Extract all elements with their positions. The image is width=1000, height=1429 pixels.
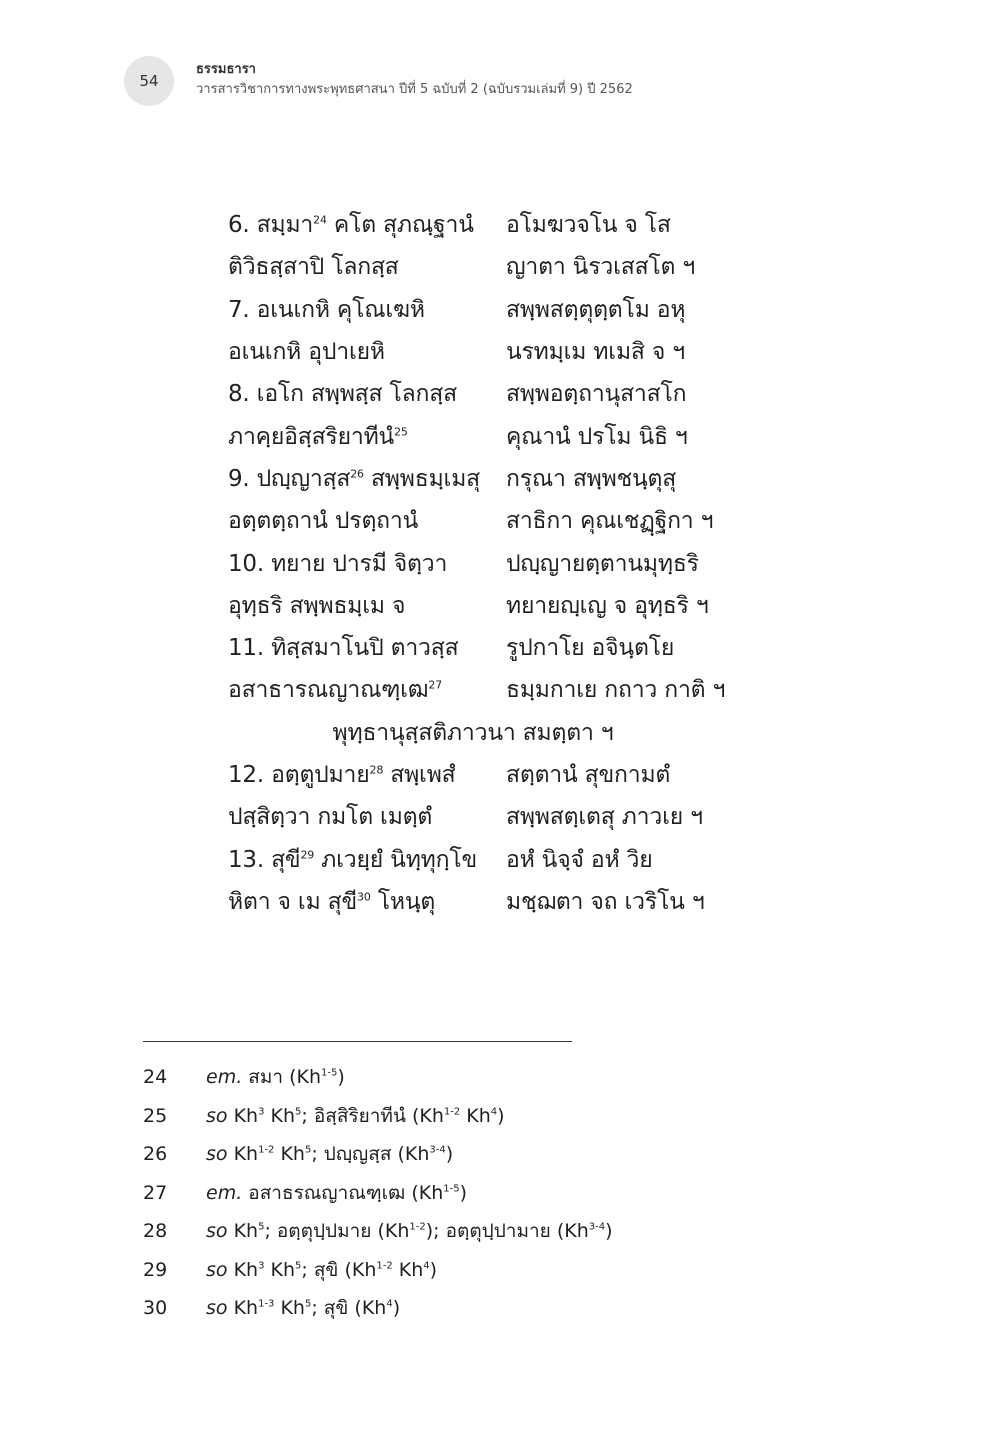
footnote-sup: 4 xyxy=(490,1106,498,1118)
footnote-part: ; ปญฺญสฺส (Kh xyxy=(311,1143,430,1166)
footnote xyxy=(143,1058,843,1097)
verse-right: อโมฆวจโน จ โส xyxy=(506,212,671,239)
footnote-lead: so xyxy=(206,1297,228,1320)
footnote-part: Kh xyxy=(227,1297,259,1320)
footnote-part: ) xyxy=(392,1297,401,1320)
footnote-sup: 5 xyxy=(304,1144,312,1156)
verse-left xyxy=(228,757,506,793)
verse-line xyxy=(228,585,788,627)
footnote-text xyxy=(206,1062,345,1092)
footnote-part: สมา (Kh xyxy=(242,1066,322,1089)
verse-left xyxy=(228,842,506,878)
verse-line xyxy=(228,246,788,288)
verse-left-text: 10. ทยาย ปารมี จิตฺวา xyxy=(228,550,448,577)
verse-left xyxy=(228,249,506,285)
verse-left-text: 8. เอโก สพฺพสฺส โลกสฺส xyxy=(228,381,457,408)
footnote-text xyxy=(206,1139,453,1169)
verse-left xyxy=(228,419,506,455)
verse-left-tail: สพฺเพสํ xyxy=(383,762,456,788)
verse-left-text: 9. ปญฺญาสฺส xyxy=(228,465,351,492)
footnote-sup: 3 xyxy=(258,1260,265,1272)
verse-left-text: อสาธารณญาณฑฺเฒ xyxy=(228,677,429,704)
footnote-sup: 5 xyxy=(295,1260,302,1272)
footnote-lead: so xyxy=(206,1143,228,1166)
verse-right: อหํ นิจฺจํ อหํ วิย xyxy=(506,846,653,873)
footnote-lead: so xyxy=(206,1258,228,1281)
verse-left-text: ภาคฺยอิสฺสริยาทีนํ xyxy=(228,423,395,450)
verse-left-text: 6. สมฺมา xyxy=(228,212,314,239)
verse-line xyxy=(228,542,788,584)
footnote xyxy=(143,1174,843,1213)
footnote-number: 24 xyxy=(143,1066,168,1089)
verse-left-text: 7. อเนเกหิ คุโณเฆหิ xyxy=(228,296,425,323)
journal-title: ธรรมธารา xyxy=(196,62,256,77)
footnote-ref: 27 xyxy=(428,678,443,692)
page-number-badge xyxy=(124,56,174,106)
verse-left xyxy=(228,292,506,328)
verse-right: กรุณา สพฺพชนฺตุสุ xyxy=(506,465,677,492)
footnote-part: Kh xyxy=(274,1143,305,1166)
footnote-sup: 1-2 xyxy=(409,1221,426,1233)
footnote-ref: 26 xyxy=(350,467,364,481)
footnote-sup: 3 xyxy=(258,1106,265,1118)
verse-line xyxy=(228,754,788,796)
verse-right: นรทมฺเม ทเมสิ จ ฯ xyxy=(506,339,685,366)
verse-left xyxy=(228,503,506,539)
verse-line xyxy=(228,204,788,246)
footnote xyxy=(143,1097,843,1136)
verse-line xyxy=(228,838,788,880)
footnote-sup: 5 xyxy=(295,1106,302,1118)
footnote-part: Kh xyxy=(227,1220,259,1243)
verse-left-text: อตฺตตฺถานํ ปรตฺถานํ xyxy=(228,508,419,535)
footnote-part: Kh xyxy=(227,1258,259,1281)
footnote-number: 28 xyxy=(143,1220,168,1243)
verse-left xyxy=(228,588,506,624)
verse-left-text: อุทฺธริ สพฺพธมฺเม จ xyxy=(228,592,406,619)
verse-line xyxy=(228,796,788,838)
footnote-part: ) xyxy=(445,1143,454,1166)
footnote-part: ; อตฺตุปฺปมาย (Kh xyxy=(264,1220,410,1243)
verse-right: ธมฺมกาเย กถาว กาติ ฯ xyxy=(506,677,726,704)
verse-line xyxy=(228,458,788,500)
footnote-sup: 3-4 xyxy=(429,1144,446,1156)
footnote-text xyxy=(206,1293,400,1323)
footnote-number: 27 xyxy=(143,1181,168,1204)
footnote-part: Kh xyxy=(274,1297,305,1320)
verse-left-text: 12. อตฺตูปมาย xyxy=(228,762,370,788)
footnote-lead: em. xyxy=(206,1181,243,1204)
footnote-ref: 28 xyxy=(369,763,384,777)
footnote-divider xyxy=(143,1041,572,1042)
footnote-sup: 1-2 xyxy=(443,1106,461,1118)
footnote-text xyxy=(206,1255,437,1285)
verse-left xyxy=(228,207,506,243)
footnote-lead: em. xyxy=(206,1066,243,1089)
verse-line xyxy=(228,289,788,331)
verse-left xyxy=(228,884,506,920)
footnote-part: Kh xyxy=(460,1104,491,1127)
verse-line xyxy=(228,881,788,923)
footnote-ref: 25 xyxy=(394,424,408,438)
footnote-part: ) xyxy=(605,1220,613,1243)
footnote-list xyxy=(143,1058,843,1328)
verse-right: สตฺตานํ สุขกามตํ xyxy=(506,762,671,788)
footnote-part: ); อตฺตุปฺปามาย (Kh xyxy=(425,1220,589,1243)
footnote xyxy=(143,1135,843,1174)
footnote-sup: 1-5 xyxy=(321,1067,338,1079)
footnote-number: 30 xyxy=(143,1297,168,1320)
verse-left xyxy=(228,799,506,835)
verse-left xyxy=(228,376,506,412)
footnote-sup: 1-2 xyxy=(258,1144,275,1156)
journal-subtitle: วารสารวิชาการทางพระพุทธศาสนา ปีที่ 5 ฉบับที่ 2 (ฉบับรวมเล่มที่ 9) ปี 2562 xyxy=(196,82,633,97)
verse-left-text: ติวิธสฺสาปิ โลกสฺส xyxy=(228,254,399,281)
verse-block xyxy=(228,204,788,923)
verse-left-text: 13. สุขี xyxy=(228,846,301,873)
footnote-part: อสาธรณญาณฑฺเฒ (Kh xyxy=(242,1181,444,1204)
footnote-part: ) xyxy=(497,1104,505,1127)
verse-left-text: หิตา จ เม สุขี xyxy=(228,888,358,915)
verse-right: ปญฺญายตฺตานมุทฺธริ xyxy=(506,550,699,577)
footnote xyxy=(143,1251,843,1290)
verse-right: รูปกาโย อจินฺตโย xyxy=(506,635,675,662)
footnote-ref: 24 xyxy=(313,213,327,227)
verse-left-tail: คโต สุภณฺฐานํ xyxy=(326,212,474,239)
footnote-sup: 1-3 xyxy=(258,1298,275,1310)
verse-left xyxy=(228,672,506,708)
footnote-sup: 5 xyxy=(258,1221,265,1233)
verse-left-text: อเนเกหิ อุปาเยหิ xyxy=(228,339,385,366)
footnote-lead: so xyxy=(206,1104,228,1127)
footnote-sup: 1-2 xyxy=(376,1260,393,1272)
footnote-lead: so xyxy=(206,1220,228,1243)
verse-left xyxy=(228,630,506,666)
footnote-sup: 5 xyxy=(304,1298,312,1310)
verse-left xyxy=(228,461,506,497)
footnote-part: ; สุขิ (Kh xyxy=(311,1297,387,1320)
footnote-part: ) xyxy=(337,1066,345,1089)
footnote-part: Kh xyxy=(264,1258,295,1281)
footnote-part: ; สุขิ (Kh xyxy=(301,1258,377,1281)
footnote-text xyxy=(206,1101,505,1131)
footnote-sup: 3-4 xyxy=(588,1221,606,1233)
footnote-sup: 4 xyxy=(423,1260,430,1272)
footnote-part: Kh xyxy=(264,1104,295,1127)
footnote-part: ) xyxy=(459,1181,468,1204)
verse-left-text: 11. ทิสฺสมาโนปิ ตาวสฺส xyxy=(228,635,459,662)
verse-line xyxy=(228,331,788,373)
verse-left-tail: ภเวยฺยํ นิทฺทุกฺโข xyxy=(314,846,478,873)
footnote-ref: 30 xyxy=(357,890,371,904)
footnote xyxy=(143,1212,843,1251)
verse-left xyxy=(228,334,506,370)
footnote-sup: 1-5 xyxy=(443,1183,460,1195)
verse-right: สพฺพสตฺตุตฺตโม อหุ xyxy=(506,296,686,323)
footnote-number: 26 xyxy=(143,1143,168,1166)
page-number: 54 xyxy=(139,72,159,90)
verse-right: สาธิกา คุณเชฏฺฐิกา ฯ xyxy=(506,508,714,535)
verse-line xyxy=(228,669,788,711)
verse-heading: พุทฺธานุสฺสติภาวนา สมตฺตา ฯ xyxy=(332,719,614,746)
footnote-number: 25 xyxy=(143,1104,168,1127)
footnote-part: Kh xyxy=(392,1258,424,1281)
footnote-part: ; อิสฺสิริยาทีนํ (Kh xyxy=(301,1104,444,1127)
verse-left-tail: สพฺพธมฺเมสุ xyxy=(363,465,480,492)
verse-right: ญาตา นิรวเสสโต ฯ xyxy=(506,254,696,281)
verse-line xyxy=(228,415,788,457)
verse-right: สพฺพอตฺถานุสาสโก xyxy=(506,381,687,408)
footnote-text xyxy=(206,1216,613,1246)
footnote-part: Kh xyxy=(227,1104,259,1127)
verse-line xyxy=(228,627,788,669)
verse-line xyxy=(228,373,788,415)
footnote-part: Kh xyxy=(227,1143,259,1166)
footnote-ref: 29 xyxy=(300,847,315,861)
verse-left-text: ปสฺสิตฺวา กมโต เมตฺตํ xyxy=(228,804,433,831)
footnote-sup: 4 xyxy=(386,1298,393,1310)
footnote-text xyxy=(206,1178,467,1208)
running-header xyxy=(196,62,633,100)
verse-left-tail: โหนฺตุ xyxy=(370,888,436,915)
verse-right: มชฺฌตา จถ เวริโน ฯ xyxy=(506,888,705,915)
verse-left xyxy=(228,546,506,582)
footnote-number: 29 xyxy=(143,1258,168,1281)
verse-line xyxy=(228,500,788,542)
verse-right: ทยายญฺเญ จ อุทฺธริ ฯ xyxy=(506,592,709,619)
footnote-part: ) xyxy=(429,1258,438,1281)
verse-right: สพฺพสตฺเตสุ ภาวเย ฯ xyxy=(506,804,703,831)
verse-right: คุณานํ ปรโม นิธิ ฯ xyxy=(506,423,688,450)
verse-line xyxy=(228,712,788,754)
footnote xyxy=(143,1289,843,1328)
